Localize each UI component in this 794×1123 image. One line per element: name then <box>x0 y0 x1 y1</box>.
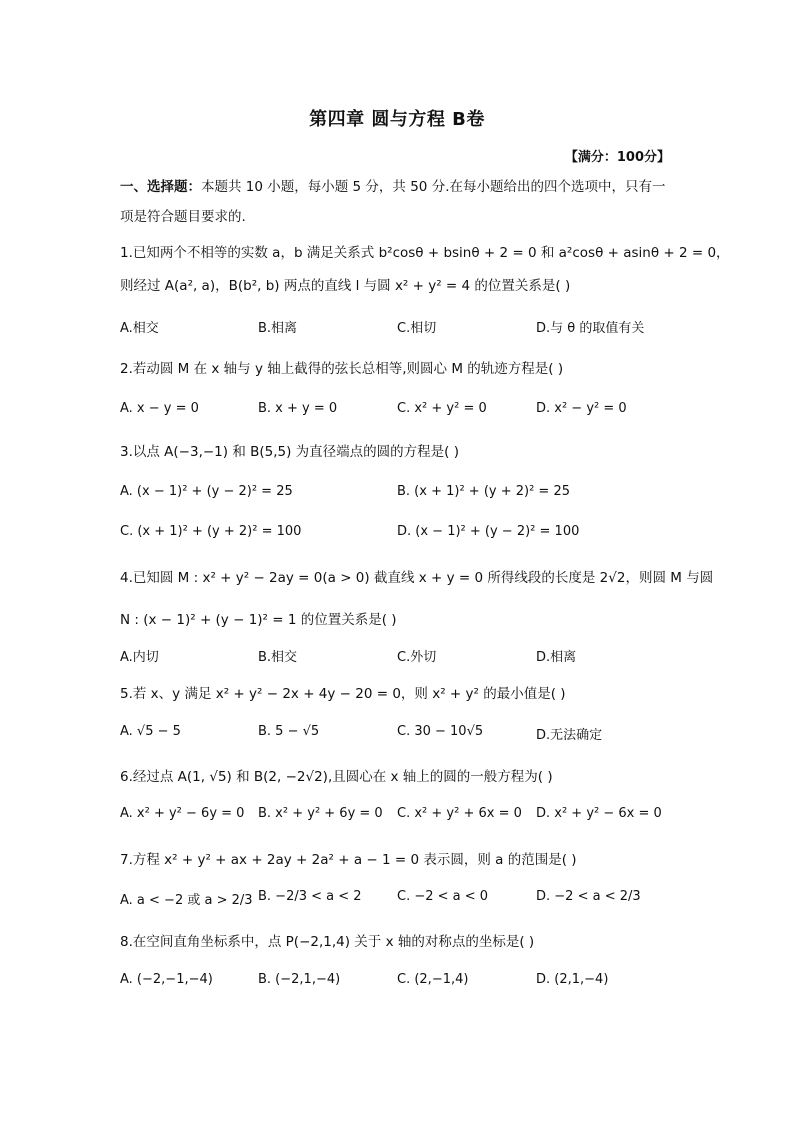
question-3-option-a: A. (x − 1)² + (y − 2)² = 25 <box>120 484 293 499</box>
question-1-option-b: B.相离 <box>258 321 298 336</box>
question-2-option-c: C. x² + y² = 0 <box>397 401 487 416</box>
question-8-option-b: B. (−2,1,−4) <box>258 972 341 987</box>
section-heading <box>120 172 676 232</box>
question-6-option-a: A. x² + y² − 6y = 0 <box>120 806 245 821</box>
question-7-option-c: C. −2 < a < 0 <box>397 889 489 904</box>
question-4-line-2: N : (x − 1)² + (y − 1)² = 1 的位置关系是( ) <box>120 612 397 628</box>
question-6-line-1: 6.经过点 A(1, √5) 和 B(2, −2√2),且圆心在 x 轴上的圆的一般方程为( ) <box>120 769 553 785</box>
question-5-option-b: B. 5 − √5 <box>258 724 320 739</box>
question-3-option-b: B. (x + 1)² + (y + 2)² = 25 <box>397 484 570 499</box>
question-7-line-1: 7.方程 x² + y² + ax + 2ay + 2a² + a − 1 = 0 表示圆，则 a 的范围是( ) <box>120 852 577 868</box>
question-7-option-d: D. −2 < a < 2/3 <box>536 889 641 904</box>
page-title: 第四章 圆与方程 B卷 <box>309 109 485 130</box>
question-6-option-c: C. x² + y² + 6x = 0 <box>397 806 522 821</box>
question-8-option-a: A. (−2,−1,−4) <box>120 972 213 987</box>
question-3-line-1: 3.以点 A(−3,−1) 和 B(5,5) 为直径端点的圆的方程是( ) <box>120 444 459 460</box>
question-3-option-c: C. (x + 1)² + (y + 2)² = 100 <box>120 524 302 539</box>
question-5-option-c: C. 30 − 10√5 <box>397 724 484 739</box>
question-1-option-c: C.相切 <box>397 321 437 336</box>
question-6-option-b: B. x² + y² + 6y = 0 <box>258 806 383 821</box>
question-3-option-d: D. (x − 1)² + (y − 2)² = 100 <box>397 524 580 539</box>
question-7-option-a: A. a < −2 或 a > 2/3 <box>120 893 253 908</box>
question-1-option-a: A.相交 <box>120 321 159 336</box>
question-4-line-1: 4.已知圆 M : x² + y² − 2ay = 0(a > 0) 截直线 x + y = 0 所得线段的长度是 2√2，则圆 M 与圆 <box>120 570 714 586</box>
section-instructions: 本题共 10 小题，每小题 5 分，共 50 分.在每小题给出的四个选项中，只有一项是符合题目要求的. <box>120 179 666 225</box>
question-8-line-1: 8.在空间直角坐标系中，点 P(−2,1,4) 关于 x 轴的对称点的坐标是( ) <box>120 934 535 950</box>
question-5-line-1: 5.若 x、y 满足 x² + y² − 2x + 4y − 20 = 0，则 x² + y² 的最小值是( ) <box>120 686 566 702</box>
question-2-line-1: 2.若动圆 M 在 x 轴与 y 轴上截得的弦长总相等,则圆心 M 的轨迹方程是( ) <box>120 361 564 377</box>
question-2-option-a: A. x − y = 0 <box>120 401 199 416</box>
question-4-option-d: D.相离 <box>536 650 577 665</box>
question-1-option-d: D.与 θ 的取值有关 <box>536 321 645 336</box>
full-score-label: 【满分：100分】 <box>564 150 670 165</box>
question-2-option-d: D. x² − y² = 0 <box>536 401 627 416</box>
question-8-option-d: D. (2,1,−4) <box>536 972 609 987</box>
question-6-option-d: D. x² + y² − 6x = 0 <box>536 806 662 821</box>
question-7-option-b: B. −2/3 < a < 2 <box>258 889 362 904</box>
question-4-option-a: A.内切 <box>120 650 159 665</box>
question-5-option-d: D.无法确定 <box>536 728 603 743</box>
section-label: 一、选择题： <box>120 179 201 195</box>
question-1-line-1: 1.已知两个不相等的实数 a，b 满足关系式 b²cosθ + bsinθ + 2 = 0 和 a²cosθ + asinθ + 2 = 0， <box>120 245 730 261</box>
question-1-line-2: 则经过 A(a², a)，B(b², b) 两点的直线 l 与圆 x² + y² = 4 的位置关系是( ) <box>120 278 571 294</box>
question-5-option-a: A. √5 − 5 <box>120 724 181 739</box>
question-4-option-c: C.外切 <box>397 650 437 665</box>
question-8-option-c: C. (2,−1,4) <box>397 972 469 987</box>
question-2-option-b: B. x + y = 0 <box>258 401 338 416</box>
question-4-option-b: B.相交 <box>258 650 298 665</box>
